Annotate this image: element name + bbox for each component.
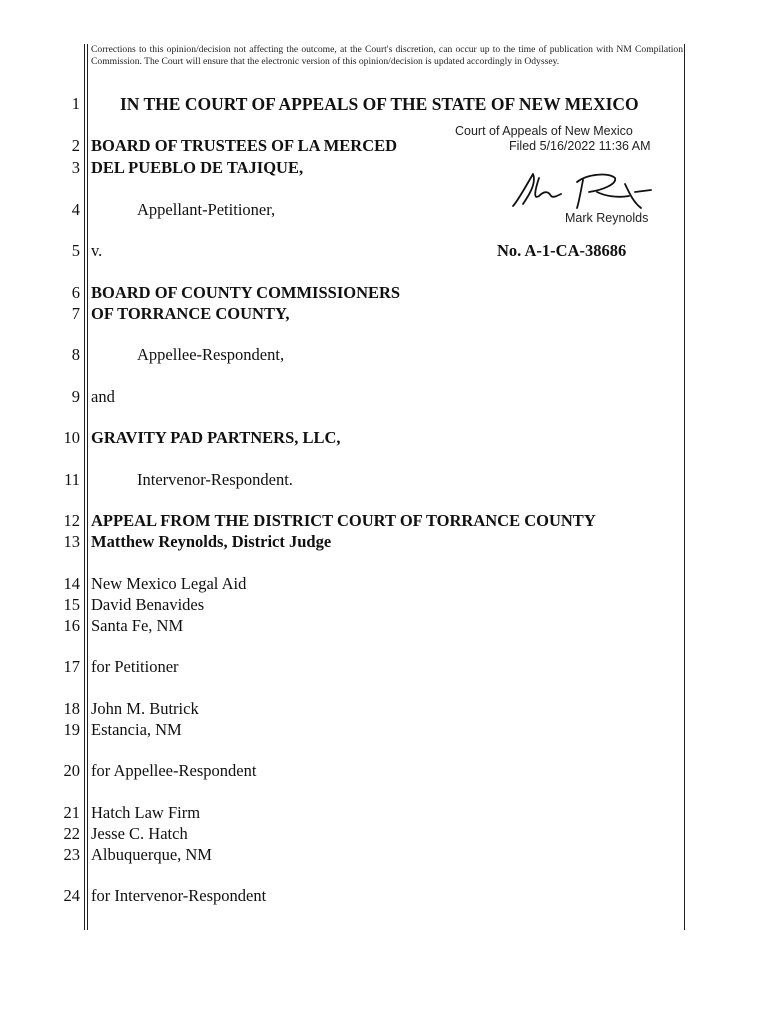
line-number: 2	[71, 136, 80, 155]
versus: v.	[91, 241, 103, 260]
line-number: 7	[71, 304, 80, 323]
line-number: 6	[71, 283, 80, 302]
intervenor-counsel-city: Albuquerque, NM	[91, 845, 212, 864]
line-number: 22	[63, 824, 80, 843]
intervenor-counsel-name: Jesse C. Hatch	[91, 824, 188, 843]
line-number: 11	[64, 470, 80, 489]
line-number: 18	[63, 699, 80, 718]
line-number: 17	[63, 657, 80, 676]
appellee-counsel-role: for Appellee-Respondent	[91, 761, 257, 780]
appellee-role: Appellee-Respondent,	[137, 345, 285, 364]
corrections-notice: Corrections to this opinion/decision not affecting the outcome, at the Court's discretion, can occur up to the time of publication with NM Compilation Commission. The Court will ensure that the electronic version of this opinion/decision is updated accordingly in Odyssey.	[91, 44, 683, 68]
appellee-name-line-1: BOARD OF COUNTY COMMISSIONERS	[91, 283, 401, 302]
line-number: 21	[63, 803, 80, 822]
intervenor-counsel-role: for Intervenor-Respondent	[91, 886, 267, 905]
line-number: 16	[63, 616, 80, 635]
line-number: 15	[63, 595, 80, 614]
line-number: 9	[71, 387, 80, 406]
district-judge: Matthew Reynolds, District Judge	[91, 532, 332, 551]
left-margin-rule-inner	[87, 44, 88, 930]
case-number: No. A-1-CA-38686	[497, 241, 627, 260]
intervenor-name: GRAVITY PAD PARTNERS, LLC,	[91, 428, 341, 447]
left-margin-rule-outer	[84, 44, 85, 930]
court-title: IN THE COURT OF APPEALS OF THE STATE OF NEW MEXICO	[120, 94, 639, 114]
appellee-name-line-2: OF TORRANCE COUNTY,	[91, 304, 290, 323]
line-number: 10	[63, 428, 80, 447]
line-number: 23	[63, 845, 80, 864]
line-number: 4	[71, 200, 80, 219]
petitioner-counsel-city: Santa Fe, NM	[91, 616, 184, 635]
line-number: 1	[71, 94, 80, 113]
line-number: 12	[63, 511, 80, 530]
appellant-name-line-1: BOARD OF TRUSTEES OF LA MERCED	[91, 136, 398, 155]
filing-stamp-court: Court of Appeals of New Mexico	[455, 124, 633, 138]
petitioner-counsel-firm: New Mexico Legal Aid	[91, 574, 247, 593]
filing-stamp-clerk: Mark Reynolds	[565, 211, 649, 225]
line-number: 5	[71, 241, 80, 260]
appeal-heading: APPEAL FROM THE DISTRICT COURT OF TORRANCE COUNTY	[91, 511, 596, 530]
appellee-counsel-name: John M. Butrick	[91, 699, 199, 718]
line-number: 14	[63, 574, 80, 593]
filing-stamp-date: Filed 5/16/2022 11:36 AM	[509, 139, 651, 153]
line-number: 19	[63, 720, 80, 739]
right-margin-rule	[684, 44, 685, 930]
intervenor-role: Intervenor-Respondent.	[137, 470, 293, 489]
appellant-role: Appellant-Petitioner,	[137, 200, 276, 219]
petitioner-counsel-role: for Petitioner	[91, 657, 179, 676]
line-number: 20	[63, 761, 80, 780]
appellee-counsel-city: Estancia, NM	[91, 720, 182, 739]
line-number: 3	[71, 158, 80, 177]
line-number: 24	[63, 886, 80, 905]
petitioner-counsel-name: David Benavides	[91, 595, 205, 614]
appellant-name-line-2: DEL PUEBLO DE TAJIQUE,	[91, 158, 304, 177]
line-number: 13	[63, 532, 80, 551]
line-number: 8	[71, 345, 80, 364]
intervenor-counsel-firm: Hatch Law Firm	[91, 803, 201, 822]
and-connector: and	[91, 387, 115, 406]
